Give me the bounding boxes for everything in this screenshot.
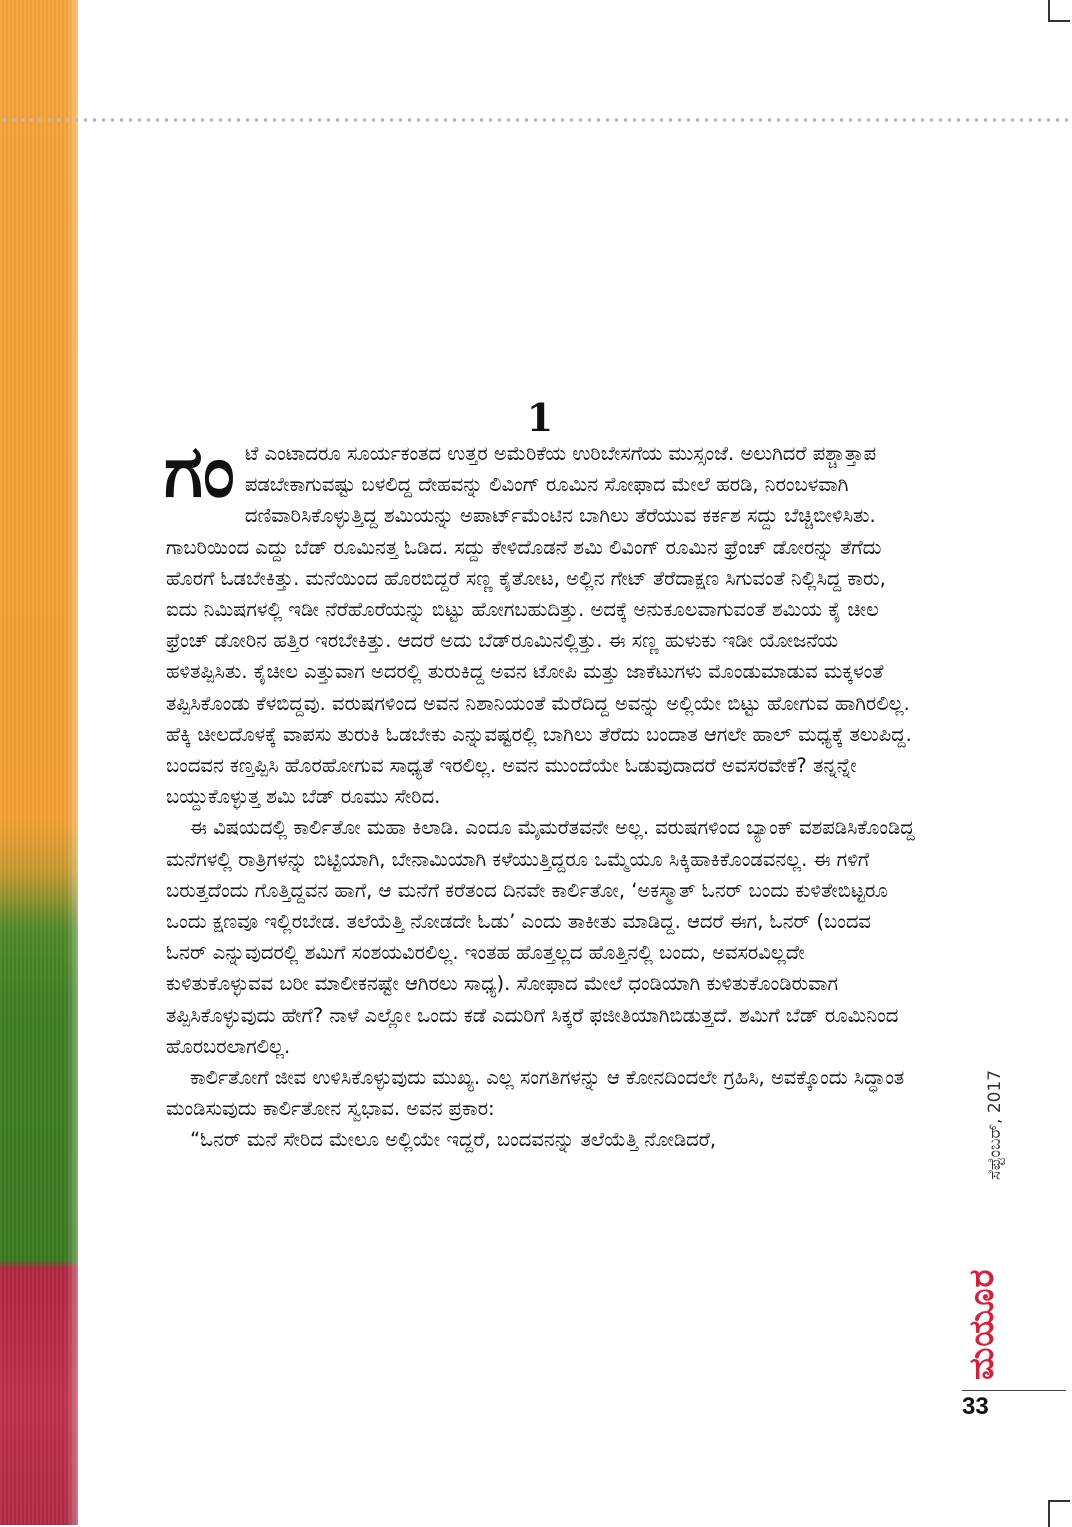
magazine-logo: ಮಯೂರ — [962, 1268, 1002, 1380]
paragraph-4: “ಓನರ್ ಮನೆ ಸೇರಿದ ಮೇಲೂ ಅಲ್ಲಿಯೇ ಇದ್ದರೆ, ಬಂದವನನ್ನು ತಲೆಯೆತ್ತಿ ನೋಡಿದರೆ, — [190, 1128, 717, 1152]
issue-date: ಸೆಪ್ಟೆಂಬರ್, 2017 — [985, 1069, 1005, 1180]
dotted-divider — [0, 117, 1072, 123]
page-number-rule — [962, 1390, 1066, 1391]
paragraph-3: ಕಾರ್ಲಿತೋಗೆ ಜೀವ ಉಳಿಸಿಕೊಳ್ಳುವುದು ಮುಖ್ಯ. ಎಲ್ಲ ಸಂಗತಿಗಳನ್ನು ಆ ಕೋನದಿಂದಲೇ ಗ್ರಹಿಸಿ, ಅವಕ್ಕೊಂದು ಸಿದ್ಧಾಂತ ಮಂಡಿಸುವುದು ಕಾರ್ಲಿತೋನ ಸ್ವಭಾವ. ಅವನ ಪ್ರಕಾರ: — [166, 1066, 905, 1121]
story-body — [164, 429, 916, 1156]
page-number: 33 — [962, 1393, 989, 1420]
drop-cap: ಗಂ — [164, 429, 235, 513]
chapter-number: 1 — [526, 395, 554, 440]
crop-mark-bottom — [1048, 1500, 1070, 1527]
strip-edge-fade — [66, 0, 78, 1525]
paragraph-1 — [164, 429, 916, 812]
crop-mark-top — [1048, 0, 1070, 22]
paragraph-1-text: ಟೆ ಎಂಟಾದರೂ ಸೂರ್ಯಕಂತದ ಉತ್ತರ ಅಮೆರಿಕೆಯ ಉರಿಬೇಸಗೆಯ ಮುಸ್ಸಂಜೆ. ಅಲುಗಿದರೆ ಪಶ್ಚಾತ್ತಾಪ ಪಡಬೇಕಾಗುವಷ್ಟು ಬಳಲಿದ್ದ ದೇಹವನ್ನು ಲಿವಿಂಗ್ ರೂಮಿನ ಸೋಫಾದ ಮೇಲೆ ಹರಡಿ, ನಿರಂಬಳವಾಗಿ ದಣಿವಾರಿಸಿಕೊಳ್ಳುತ್ತಿದ್ದ ಶಮಿಯನ್ನು ಅಪಾರ್ಟ್‌ಮೆಂಟಿನ ಬಾಗಿಲು ತೆರೆಯುವ ಕರ್ಕಶ ಸದ್ದು ಬೆಚ್ಚಿಬೀಳಿಸಿತು. ಗಾಬರಿಯಿಂದ ಎದ್ದು ಬೆಡ್ ರೂಮಿನತ್ತ ಓಡಿದ. ಸದ್ದು ಕೇಳಿದೊಡನೆ ಶಮಿ ಲಿವಿಂಗ್ ರೂಮಿನ ಫ್ರೆಂಚ್ ಡೋರನ್ನು ತೆಗೆದು ಹೊರಗೆ ಓಡಬೇಕಿತ್ತು. ಮನೆಯಿಂದ ಹೊರಬಿದ್ದರೆ ಸಣ್ಣ ಕೈತೋಟ, ಅಲ್ಲಿನ ಗೇಟ್ ತೆರೆದಾಕ್ಷಣ ಸಿಗುವಂತೆ ನಿಲ್ಲಿಸಿದ್ದ ಕಾರು, ಐದು ನಿಮಿಷಗಳಲ್ಲಿ ಇಡೀ ನೆರೆಹೊರೆಯನ್ನು ಬಿಟ್ಟು ಹೋಗಬಹುದಿತ್ತು. ಅದಕ್ಕೆ ಅನುಕೂಲವಾಗುವಂತೆ ಶಮಿಯ ಕೈ ಚೀಲ ಫ್ರೆಂಚ್ ಡೋರಿನ ಹತ್ತಿರ ಇರಬೇಕಿತ್ತು. ಆದರೆ ಅದು ಬೆಡ್‌ರೂಮಿನಲ್ಲಿತ್ತು. ಈ ಸಣ್ಣ ಹುಳುಕು ಇಡೀ ಯೋಜನೆಯ ಹಳಿತಪ್ಪಿಸಿತು. ಕೈಚೀಲ ಎತ್ತುವಾಗ ಅದರಲ್ಲಿ ತುರುಕಿದ್ದ ಅವನ ಟೋಪಿ ಮತ್ತು ಜಾಕೆಟುಗಳು ಮೊಂಡುಮಾಡುವ ಮಕ್ಕಳಂತೆ ತಪ್ಪಿಸಿಕೊಂಡು ಕೆಳಬಿದ್ದವು. ವರುಷಗಳಿಂದ ಅವನ ನಿಶಾನಿಯಂತೆ ಮೆರೆದಿದ್ದ ಅವನ್ನು ಅಲ್ಲಿಯೇ ಬಿಟ್ಟು ಹೋಗುವ ಹಾಗಿರಲಿಲ್ಲ. ಹೆಕ್ಕಿ ಚೀಲದೊಳಕ್ಕೆ ವಾಪಸು ತುರುಕಿ ಓಡಬೇಕು ಎನ್ನುವಷ್ಟರಲ್ಲಿ ಬಾಗಿಲು ತೆರೆದು ಬಂದಾತ ಆಗಲೇ ಹಾಲ್ ಮಧ್ಯಕ್ಕೆ ತಲುಪಿದ್ದ. ಬಂದವನ ಕಣ್ತಪ್ಪಿಸಿ ಹೊರಹೋಗುವ ಸಾಧ್ಯತೆ ಇರಲಿಲ್ಲ. ಅವನ ಮುಂದೆಯೇ ಓಡುವುದಾದರೆ ಅವಸರವೇಕೆ? ತನ್ನನ್ನೇ ಬಯ್ದುಕೊಳ್ಳುತ್ತ ಶಮಿ ಬೆಡ್ ರೂಮು ಸೇರಿದ. — [166, 442, 912, 809]
paragraph-2: ಈ ವಿಷಯದಲ್ಲಿ ಕಾರ್ಲಿತೋ ಮಹಾ ಕಿಲಾಡಿ. ಎಂದೂ ಮೈಮರೆತವನೇ ಅಲ್ಲ. ವರುಷಗಳಿಂದ ಬ್ಯಾಂಕ್ ವಶಪಡಿಸಿಕೊಂಡಿದ್ದ ಮನೆಗಳಲ್ಲಿ ರಾತ್ರಿಗಳನ್ನು ಬಿಟ್ಟಿಯಾಗಿ, ಬೇನಾಮಿಯಾಗಿ ಕಳೆಯುತ್ತಿದ್ದರೂ ಒಮ್ಮೆಯೂ ಸಿಕ್ಕಿಹಾಕಿಕೊಂಡವನಲ್ಲ. ಈ ಗಳಿಗೆ ಬರುತ್ತದೆಂದು ಗೊತ್ತಿದ್ದವನ ಹಾಗೆ, ಆ ಮನೆಗೆ ಕರೆತಂದ ದಿನವೇ ಕಾರ್ಲಿತೋ, ‘ಅಕಸ್ಮಾತ್ ಓನರ್ ಬಂದು ಕುಳಿತೇಬಿಟ್ಟರೂ ಒಂದು ಕ್ಷಣವೂ ಇಲ್ಲಿರಬೇಡ. ತಲೆಯೆತ್ತಿ ನೋಡದೇ ಓಡು’ ಎಂದು ತಾಕೀತು ಮಾಡಿದ್ದ. ಆದರೆ ಈಗ, ಓನರ್ (ಬಂದವ ಓನರ್ ಎನ್ನುವುದರಲ್ಲಿ ಶಮಿಗೆ ಸಂಶಯವಿರಲಿಲ್ಲ. ಇಂತಹ ಹೊತ್ತಲ್ಲದ ಹೊತ್ತಿನಲ್ಲಿ ಬಂದು, ಅವಸರವಿಲ್ಲದೇ ಕುಳಿತುಕೊಳ್ಳುವವ ಬರೀ ಮಾಲೀಕನಷ್ಟೇ ಆಗಿರಲು ಸಾಧ್ಯ). ಸೋಫಾದ ಮೇಲೆ ಧಂಡಿಯಾಗಿ ಕುಳಿತುಕೊಂಡಿರುವಾಗ ತಪ್ಪಿಸಿಕೊಳ್ಳುವುದು ಹೇಗೆ? ನಾಳೆ ಎಲ್ಲೋ ಒಂದು ಕಡೆ ಎದುರಿಗೆ ಸಿಕ್ಕರೆ ಫಜೀತಿಯಾಗಿಬಿಡುತ್ತದೆ. ಶಮಿಗೆ ಬೆಡ್ ರೂಮಿನಿಂದ ಹೊರಬರಲಾಗಲಿಲ್ಲ. — [166, 816, 915, 1058]
